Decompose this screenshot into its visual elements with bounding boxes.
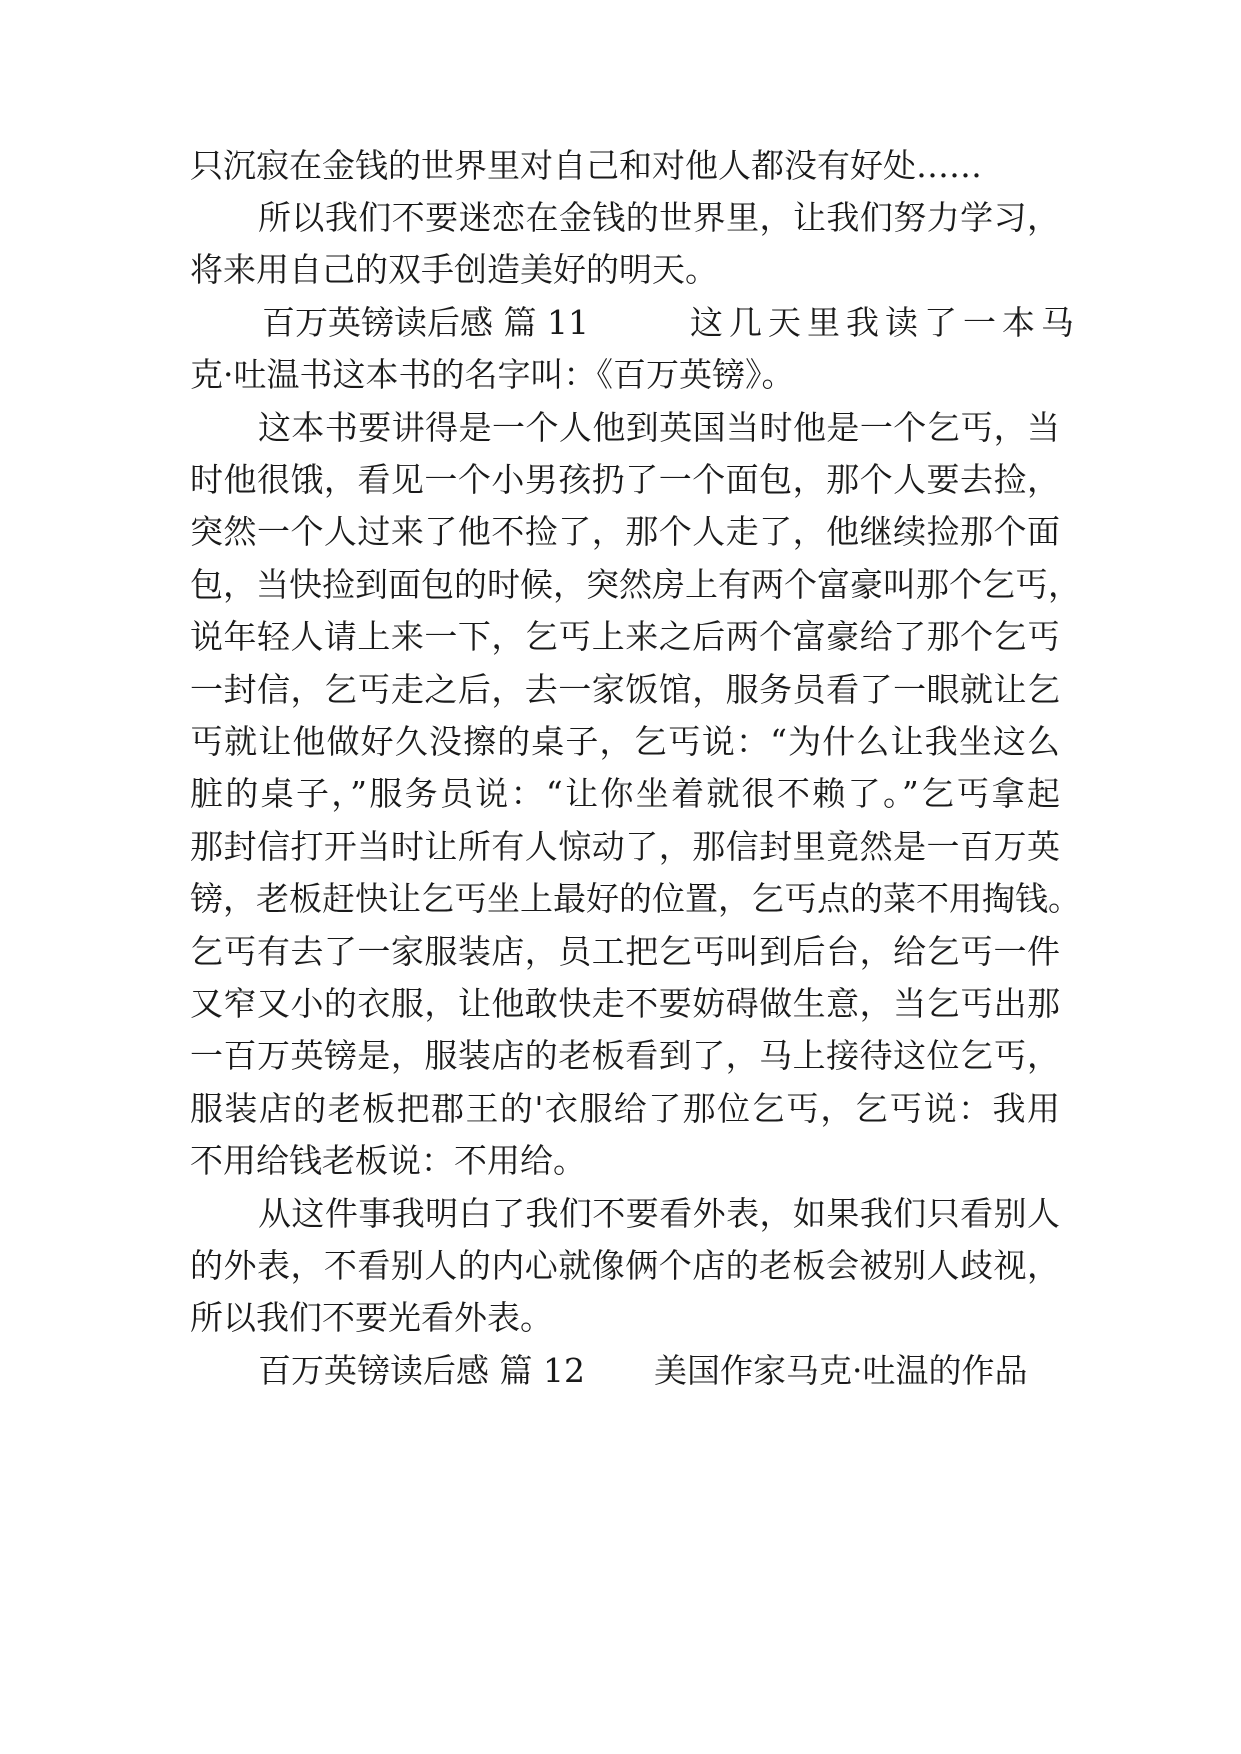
section-intro-text: 这几天里我读了一本马 (690, 303, 1080, 342)
body-text-line: 丐就让他做好久没擦的桌子，乞丐说：“为什么让我坐这么 (190, 722, 1060, 761)
body-text-line: 将来用自己的双手创造美好的明天。 (190, 250, 718, 289)
body-text-line: 服装店的老板把郡王的'衣服给了那位乞丐，乞丐说：我用 (190, 1089, 1060, 1128)
body-text-line: 脏的桌子，”服务员说：“让你坐着就很不赖了。”乞丐拿起 (190, 774, 1060, 813)
body-text-line: 克·吐温书这本书的名字叫：《百万英镑》。 (190, 355, 795, 394)
body-text-line: 那封信打开当时让所有人惊动了，那信封里竟然是一百万英 (190, 827, 1060, 866)
body-text-line: 又窄又小的衣服，让他敢快走不要妨碍做生意，当乞丐出那 (190, 984, 1060, 1023)
section-intro-text: 美国作家马克·吐温的作品 (654, 1351, 1028, 1390)
body-text-line: 的外表，不看别人的内心就像俩个店的老板会被别人歧视， (190, 1246, 1060, 1285)
body-text-line: 镑，老板赶快让乞丐坐上最好的位置，乞丐点的菜不用掏钱。 (190, 879, 1081, 918)
body-text-line: 包，当快捡到面包的时候，突然房上有两个富豪叫那个乞丐， (190, 565, 1081, 604)
body-text-line: 只沉寂在金钱的世界里对自己和对他人都没有好处…… (190, 146, 982, 185)
body-text-line: 所以我们不要迷恋在金钱的世界里，让我们努力学习， (258, 198, 1060, 237)
body-text-line: 从这件事我明白了我们不要看外表，如果我们只看别人 (258, 1194, 1060, 1233)
body-text-line: 一百万英镑是，服装店的老板看到了，马上接待这位乞丐， (190, 1036, 1060, 1075)
body-text-line: 所以我们不要光看外表。 (190, 1298, 553, 1337)
body-text-line: 时他很饿，看见一个小男孩扔了一个面包，那个人要去捡， (190, 460, 1060, 499)
body-text-line: 突然一个人过来了他不捡了，那个人走了，他继续捡那个面 (190, 512, 1060, 551)
body-text-line: 不用给钱老板说：不用给。 (190, 1141, 586, 1180)
body-text-line: 一封信，乞丐走之后，去一家饭馆，服务员看了一眼就让乞 (190, 670, 1060, 709)
body-text-line: 说年轻人请上来一下，乞丐上来之后两个富豪给了那个乞丐 (190, 617, 1060, 656)
body-text-line: 乞丐有去了一家服装店，员工把乞丐叫到后台，给乞丐一件 (190, 932, 1060, 971)
section-heading: 百万英镑读后感 篇 11 (262, 303, 589, 342)
section-heading: 百万英镑读后感 篇 12 (258, 1351, 585, 1390)
body-text-line: 这本书要讲得是一个人他到英国当时他是一个乞丐，当 (258, 408, 1060, 447)
